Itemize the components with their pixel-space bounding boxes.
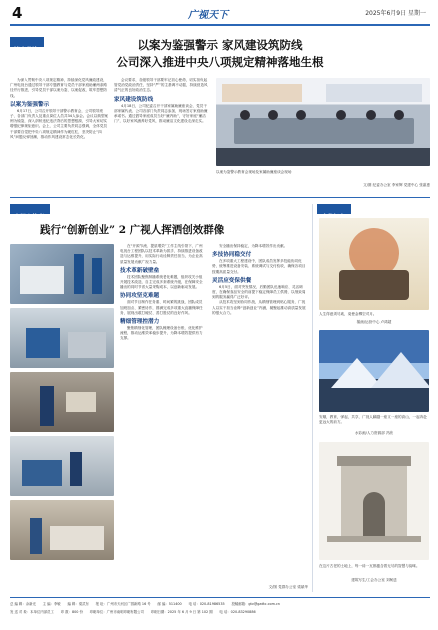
divider-1 [10, 197, 430, 198]
section2-body-5: 6月5日，面对突发情况，后勤团队迅速响应、灵活调度，在确保食品安全的前提下稳定保障员工供餐，以细致周到的服务赢得广泛好评。 [212, 284, 306, 300]
section2-body-1: 技术团队聚焦制播系统老化难题，组织攻关小组开展技术改造，自主完成多套系统升级，在保障安全播出的同时节省大量采购成本，以创新驱动发展。 [120, 274, 203, 290]
section2-subhead-1: 技术革新破壁垒 [120, 267, 160, 274]
footer-rule [10, 597, 430, 598]
sketch-photo [319, 442, 429, 560]
section2-subhead-3: 精细管理控潜力 [120, 319, 160, 326]
section2-title-text: 践行“创新创业” 2 广视人挥洒创效群像 [40, 224, 225, 236]
section1-intro: 为深入贯彻中央八项规定精神，持续深化党风廉政建设，广州电视台通过领导干部专题教育与党员干部家庭助廉两条路径并行推进，引导党员干部以案为鉴、以案促改，筑牢思想防线。 [10, 78, 108, 98]
section2-credit: 文/图 党群办公室 梁斌华 [268, 585, 308, 589]
workshop-photo-2 [10, 308, 114, 368]
section2-subhead-2: 协同攻坚克难题 [120, 293, 160, 300]
section1-title-1: 以案为鉴强警示 家风建设筑防线 [137, 38, 303, 52]
page-header [10, 6, 430, 24]
section2-body-2: 面对节目制作任务重、时间紧的挑战，团队成员加班加点、紧密协作，圆满完成多项重大直播保障任务，展现出敢打硬仗、善打胜仗的良好作风。 [120, 300, 203, 315]
section2-intro: 在“开源节流、提质增效”工作主线引领下，广州电视台工程团队以技术革新为抓手，持续推进设备改造与运维提升，用实际行动诠释责任担当，为企业高质量发展贡献广视力量。 [120, 244, 203, 264]
section2-subhead-5: 灵活应变保供餐 [212, 277, 252, 284]
section1-title-2: 公司深入推进中央八项规定精神落地生根 [116, 55, 324, 69]
section1-credit: 文/图 纪委办公室 李家辉 党建中心 张嘉惠 [363, 183, 430, 187]
section1-body-1: 6月17日，公司召开领导干部警示教育会，公司领导班子、各部门负责人及重点岗位人员共34人参会。会议以典型案例为镜鉴，深入剖析违纪违法背后的思想根源，引导大家切实增强纪律规矩意识。会上，公司主要负责同志强调，全体党员干部要自觉把中央八项规定精神作为硬杠杠，坚决防止“四风”问题反弹回潮，推动作风建设常态化长效化。 [10, 108, 109, 139]
section1-col-left [10, 78, 108, 140]
section1-body-3: 4月18日，公司纪委召开干部家属助廉座谈会，党员干部家属代表、公司各部门负责同志参加，现场签订家庭助廉承诺书。通过倡导家庭成员当好“廉内助”，守好家庭“廉洁门”，以好家风涵养好党风，推动廉洁文化建设走深走实。 [114, 103, 208, 124]
section1-caption: 以案为鉴警示教育会现场及家属助廉座谈会现场 [216, 170, 292, 174]
section3-caption-1: 人生得意须尽欢，莫使金樽空对月。 [319, 312, 377, 316]
watercolor-photo [319, 330, 429, 412]
meeting-photo [216, 78, 430, 166]
footer-line-2: 发 送 对 象：本单位内部员工 印 数：800 份 印刷单位：广州市南明印刷有限公司 印刷日期：2025 年 6 月 9 日 第 102 期 电 话：020-83290886 [10, 610, 256, 614]
header-rule [10, 24, 430, 26]
illustration-photo [319, 218, 429, 310]
workshop-photo-4 [10, 436, 114, 496]
section1-body-2: 会议要求，各级领导干部要牢记初心使命，切实担负起管党治党政治责任，坚持“严”的主基调不动摇，持续营造风清气正的良好政治生态。 [114, 78, 208, 93]
section1-col-mid [114, 78, 210, 124]
section3-credit-2: 水彩画/人力资源部 冯欣 [354, 431, 394, 435]
footer-line-1: 总 编 辑：余新光 主 编：李敏 编 辑：梁武东 报 址：广州市天河区广园新路 16 号 邮 编：511400 电 话：020-81986535 投稿邮箱：gtv@gzdtc.com.cn [10, 602, 280, 606]
section2-col-a [120, 244, 206, 342]
workshop-photo-1 [10, 244, 114, 304]
workshop-photo-5 [10, 500, 114, 560]
section2-body-4: 在多项重大工程建设中，团队成员发挥多技能协同优势，统筹推进设备安装、系统调试与交付验收，确保各项目按期高质量交付。 [212, 259, 306, 274]
section-tag-talent [317, 204, 351, 214]
section-tag-qinglian [10, 37, 44, 54]
section3-credit-1: 插画/运营中心 卢鸿超 [356, 320, 392, 324]
section-tag-label: 清廉共建 [14, 47, 39, 54]
section3-caption-3: 在这片古老的土地上，每一砖一瓦都蕴含着无尽的智慧与韵味。 [319, 564, 420, 568]
section2-subhead-4: 多技协同稳交付 [212, 252, 252, 259]
page-number: 4 [12, 4, 23, 22]
section1-subhead-1: 以案为鉴强警示 [10, 101, 50, 108]
section3-box [312, 204, 431, 592]
section3-credit-3: 建筑写生/工会办公室 刘柯廷 [351, 578, 397, 582]
section-tag-story-label: 广视人故事 [14, 214, 45, 221]
section-tag-story [10, 204, 50, 221]
section3-caption-2: 安顺，教育，弹起，共享，广视人翻越一座又一座的高山，一起奔赴更远大的前方。 [319, 415, 427, 425]
section2-title [40, 222, 310, 237]
section1-subhead-2: 家风建设筑防线 [114, 96, 154, 103]
section2-col-b [212, 244, 308, 316]
section2-col2-head: 安全播出保持稳定，为降本增效作出贡献。 [219, 244, 288, 248]
section2-body-3: 聚焦精细化管理，团队梳理设备台账，优化维护流程，推动运维效率稳步提升，为降本增效提供有力支撑。 [120, 326, 203, 341]
masthead-logo: 广视天下 [188, 10, 228, 21]
section2-body-6: 从技术攻坚到协同作战，从精细管理到贴心服务，广视人以实干担当诠释“创新创业”内涵，凝聚起推动高质量发展的强大合力。 [212, 300, 306, 315]
workshop-photo-3 [10, 372, 114, 432]
issue-date: 2025年6月9日 星期一 [365, 10, 426, 17]
